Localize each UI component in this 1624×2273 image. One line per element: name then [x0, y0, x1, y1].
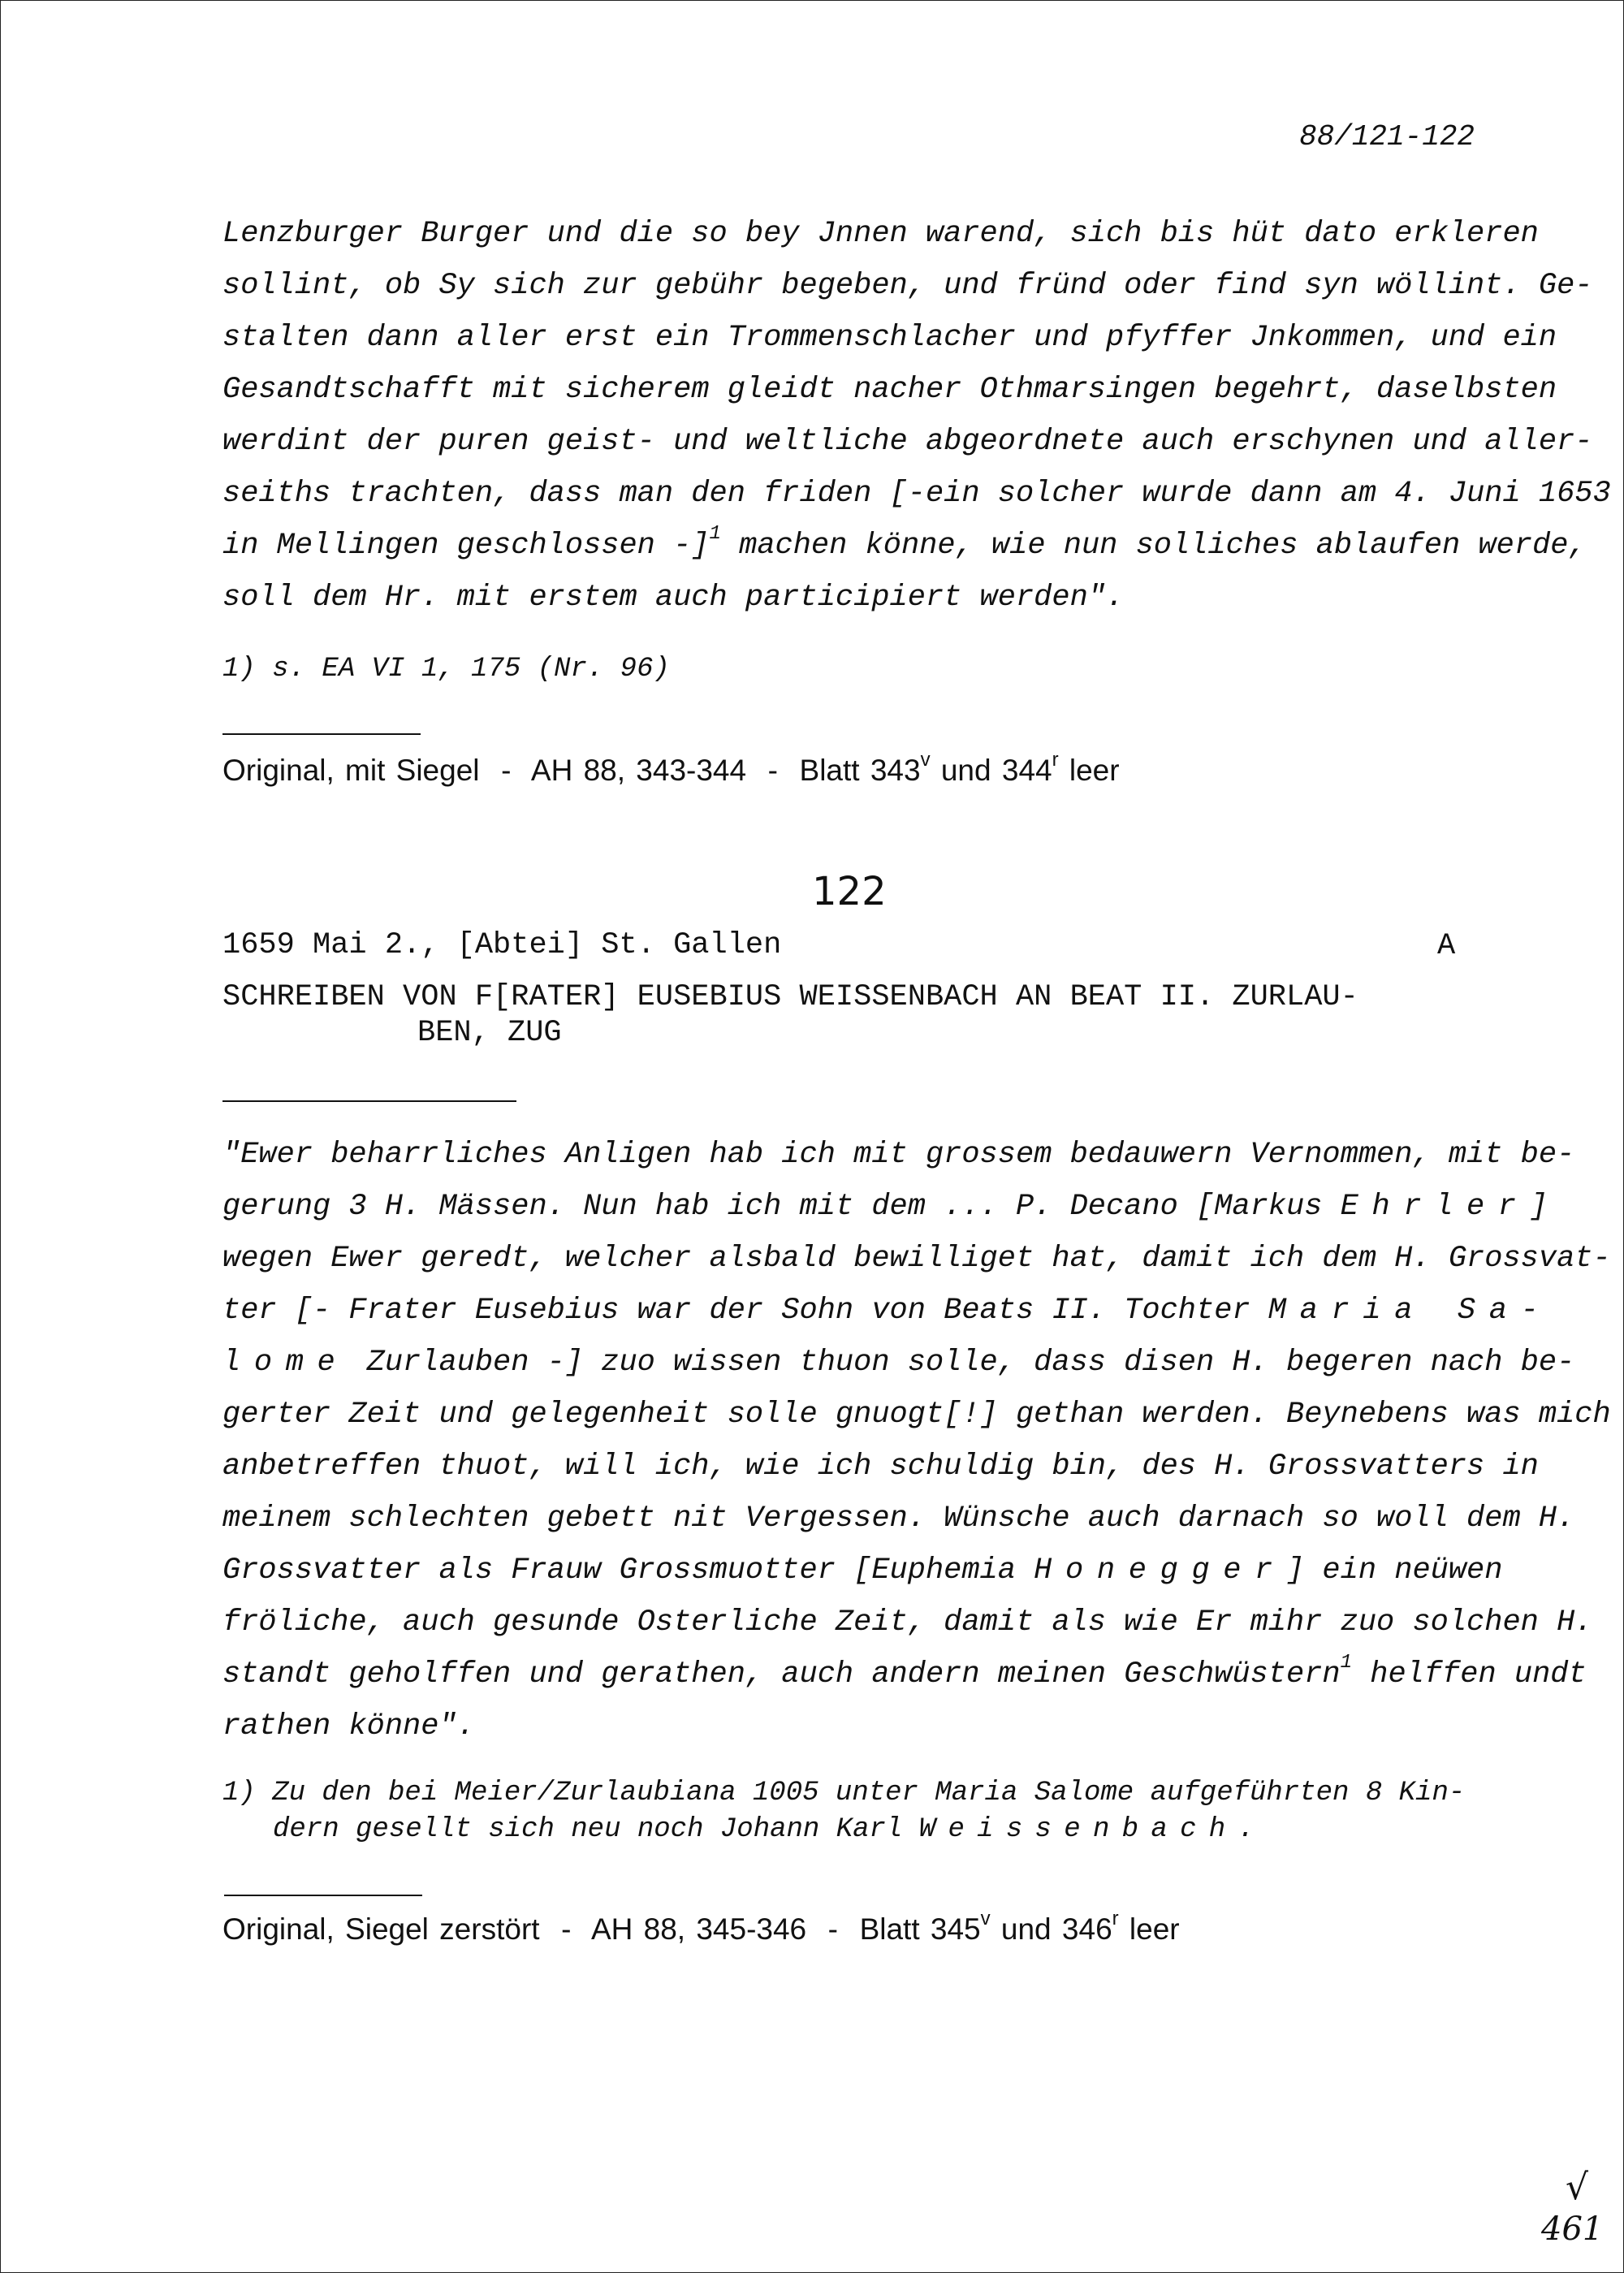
source-text: Original, mit Siegel - AH 88, 343-344 - Blatt 343 [222, 754, 921, 787]
doc122-line-6: gerter Zeit und gelegenheit solle gnuogt[!] gethan werden. Beynebens was mich [222, 1398, 1611, 1432]
doc121-line-7-a: in Mellingen geschlossen -] [222, 529, 710, 563]
source-text-3: leer [1058, 754, 1120, 787]
recto-mark: r [1112, 1908, 1119, 1929]
document-number: 122 [812, 869, 887, 914]
doc122-line-11 [222, 1652, 1587, 1692]
doc122-line-10: fröliche, auch gesunde Osterliche Zeit, damit als wie Er mihr zuo solchen H. [222, 1605, 1593, 1640]
doc122-source [222, 1908, 1180, 1946]
title-rule [222, 1100, 516, 1102]
doc121-line-4: Gesandtschafft mit sicherem gleidt nacher Othmarsingen begehrt, daselbsten [222, 373, 1557, 407]
verso-mark: v [980, 1908, 991, 1929]
page-reference: 88/121-122 [1299, 120, 1475, 153]
doc122-line-5-rest: Zurlauben -] zuo wissen thuon solle, dass disen H. begeren nach be- [348, 1346, 1575, 1380]
doc121-line-7-b: machen könne, wie nun solliches ablaufen werde, [720, 529, 1587, 563]
doc122-line-4 [222, 1294, 1553, 1327]
editorial-note: [-ein solcher wurde dann am 4. Juni 1653 [889, 477, 1611, 511]
source-text-3: leer [1118, 1912, 1180, 1946]
doc121-line-1: Lenzburger Burger und die so bey Jnnen warend, sich bis hüt dato erkleren [222, 217, 1539, 251]
doc122-line-3: wegen Ewer geredt, welcher alsbald bewilliget hat, damit ich dem H. Grossvat- [222, 1242, 1611, 1276]
doc121-line-5: werdint der puren geist- und weltliche abgeordnete auch erschynen und aller- [222, 425, 1593, 459]
handwritten-page-number: 461 [1541, 2210, 1604, 2248]
document-title: SCHREIBEN VON F[RATER] EUSEBIUS WEISSENBACH AN BEAT II. ZURLAU- [222, 980, 1358, 1014]
person-name-lome: lome [222, 1346, 349, 1380]
doc121-line-2: sollint, ob Sy sich zur gebühr begeben, und fründ oder find syn wöllint. Ge- [222, 269, 1593, 303]
person-name-maria: Maria Sa- [1268, 1294, 1553, 1328]
footnote-end: . [1237, 1814, 1255, 1845]
doc122-line-9-text: Grossvatter als Frauw Grossmuotter [Euphemia [222, 1554, 1034, 1588]
doc122-line-9-end: ] ein neüwen [1286, 1554, 1503, 1588]
doc122-line-11-end: helffen undt [1352, 1657, 1587, 1692]
doc122-line-2-text: gerung 3 H. Mässen. Nun hab ich mit dem ... P. Decano [Markus [222, 1190, 1341, 1224]
doc122-line-7: anbetreffen thuot, will ich, wie ich schuldig bin, des H. Grossvatters in [222, 1450, 1539, 1484]
doc122-line-11-text: standt geholffen und gerathen, auch andern meinen Geschwüstern [222, 1657, 1341, 1692]
date-place: 1659 Mai 2., [Abtei] St. Gallen [222, 928, 782, 962]
doc122-footnote: 1) Zu den bei Meier/Zurlaubiana 1005 unter Maria Salome aufgeführten 8 Kin- [222, 1778, 1466, 1808]
footnote-rule [222, 733, 421, 735]
recto-mark: r [1052, 749, 1059, 771]
document-title-cont: BEN, ZUG [417, 1016, 562, 1050]
doc121-line-6-text: seiths trachten, dass man den friden [222, 477, 890, 511]
doc122-line-9 [222, 1554, 1502, 1587]
verso-mark: v [920, 749, 931, 771]
doc122-line-2-end: ] [1529, 1190, 1548, 1224]
doc121-line-3: stalten dann aller erst ein Trommenschlacher und pfyffer Jnkommen, und ein [222, 321, 1557, 355]
source-text-2: und 344 [930, 754, 1052, 787]
doc121-line-6 [222, 478, 1611, 510]
handwritten-check-mark: √ [1566, 2167, 1589, 2208]
doc122-line-12: rathen könne". [222, 1709, 475, 1744]
footnote-marker-2: 1 [1340, 1652, 1353, 1674]
doc122-line-4-text: ter [- Frater Eusebius war der Sohn von Beats II. Tochter [222, 1294, 1268, 1328]
doc121-line-7 [222, 523, 1587, 563]
doc121-line-8: soll dem Hr. mit erstem auch participiert werden". [222, 581, 1125, 615]
source-text: Original, Siegel zerstört - AH 88, 345-346 - Blatt 345 [222, 1912, 981, 1946]
person-name-honegger: Honegger [1034, 1554, 1287, 1588]
document-letter: A [1437, 929, 1456, 963]
person-name-ehrler: Ehrler [1340, 1190, 1530, 1224]
doc122-line-8: meinem schlechten gebett nit Vergessen. Wünsche auch darnach so woll dem H. [222, 1502, 1575, 1536]
doc121-footnote: 1) s. EA VI 1, 175 (Nr. 96) [222, 654, 670, 685]
doc122-footnote-cont [273, 1813, 1255, 1846]
doc121-source [222, 749, 1120, 787]
footnote-marker: 1 [709, 523, 721, 545]
footnote-rule-2 [224, 1895, 422, 1896]
doc122-line-5 [222, 1346, 1574, 1379]
person-name-weissenbach: Weissenbach [918, 1814, 1238, 1845]
doc122-line-1: "Ewer beharrliches Anligen hab ich mit grossem bedauwern Vernommen, mit be- [222, 1138, 1575, 1172]
doc122-line-2 [222, 1191, 1548, 1223]
footnote-text: dern gesellt sich neu noch Johann Karl [273, 1814, 919, 1845]
source-text-2: und 346 [990, 1912, 1112, 1946]
